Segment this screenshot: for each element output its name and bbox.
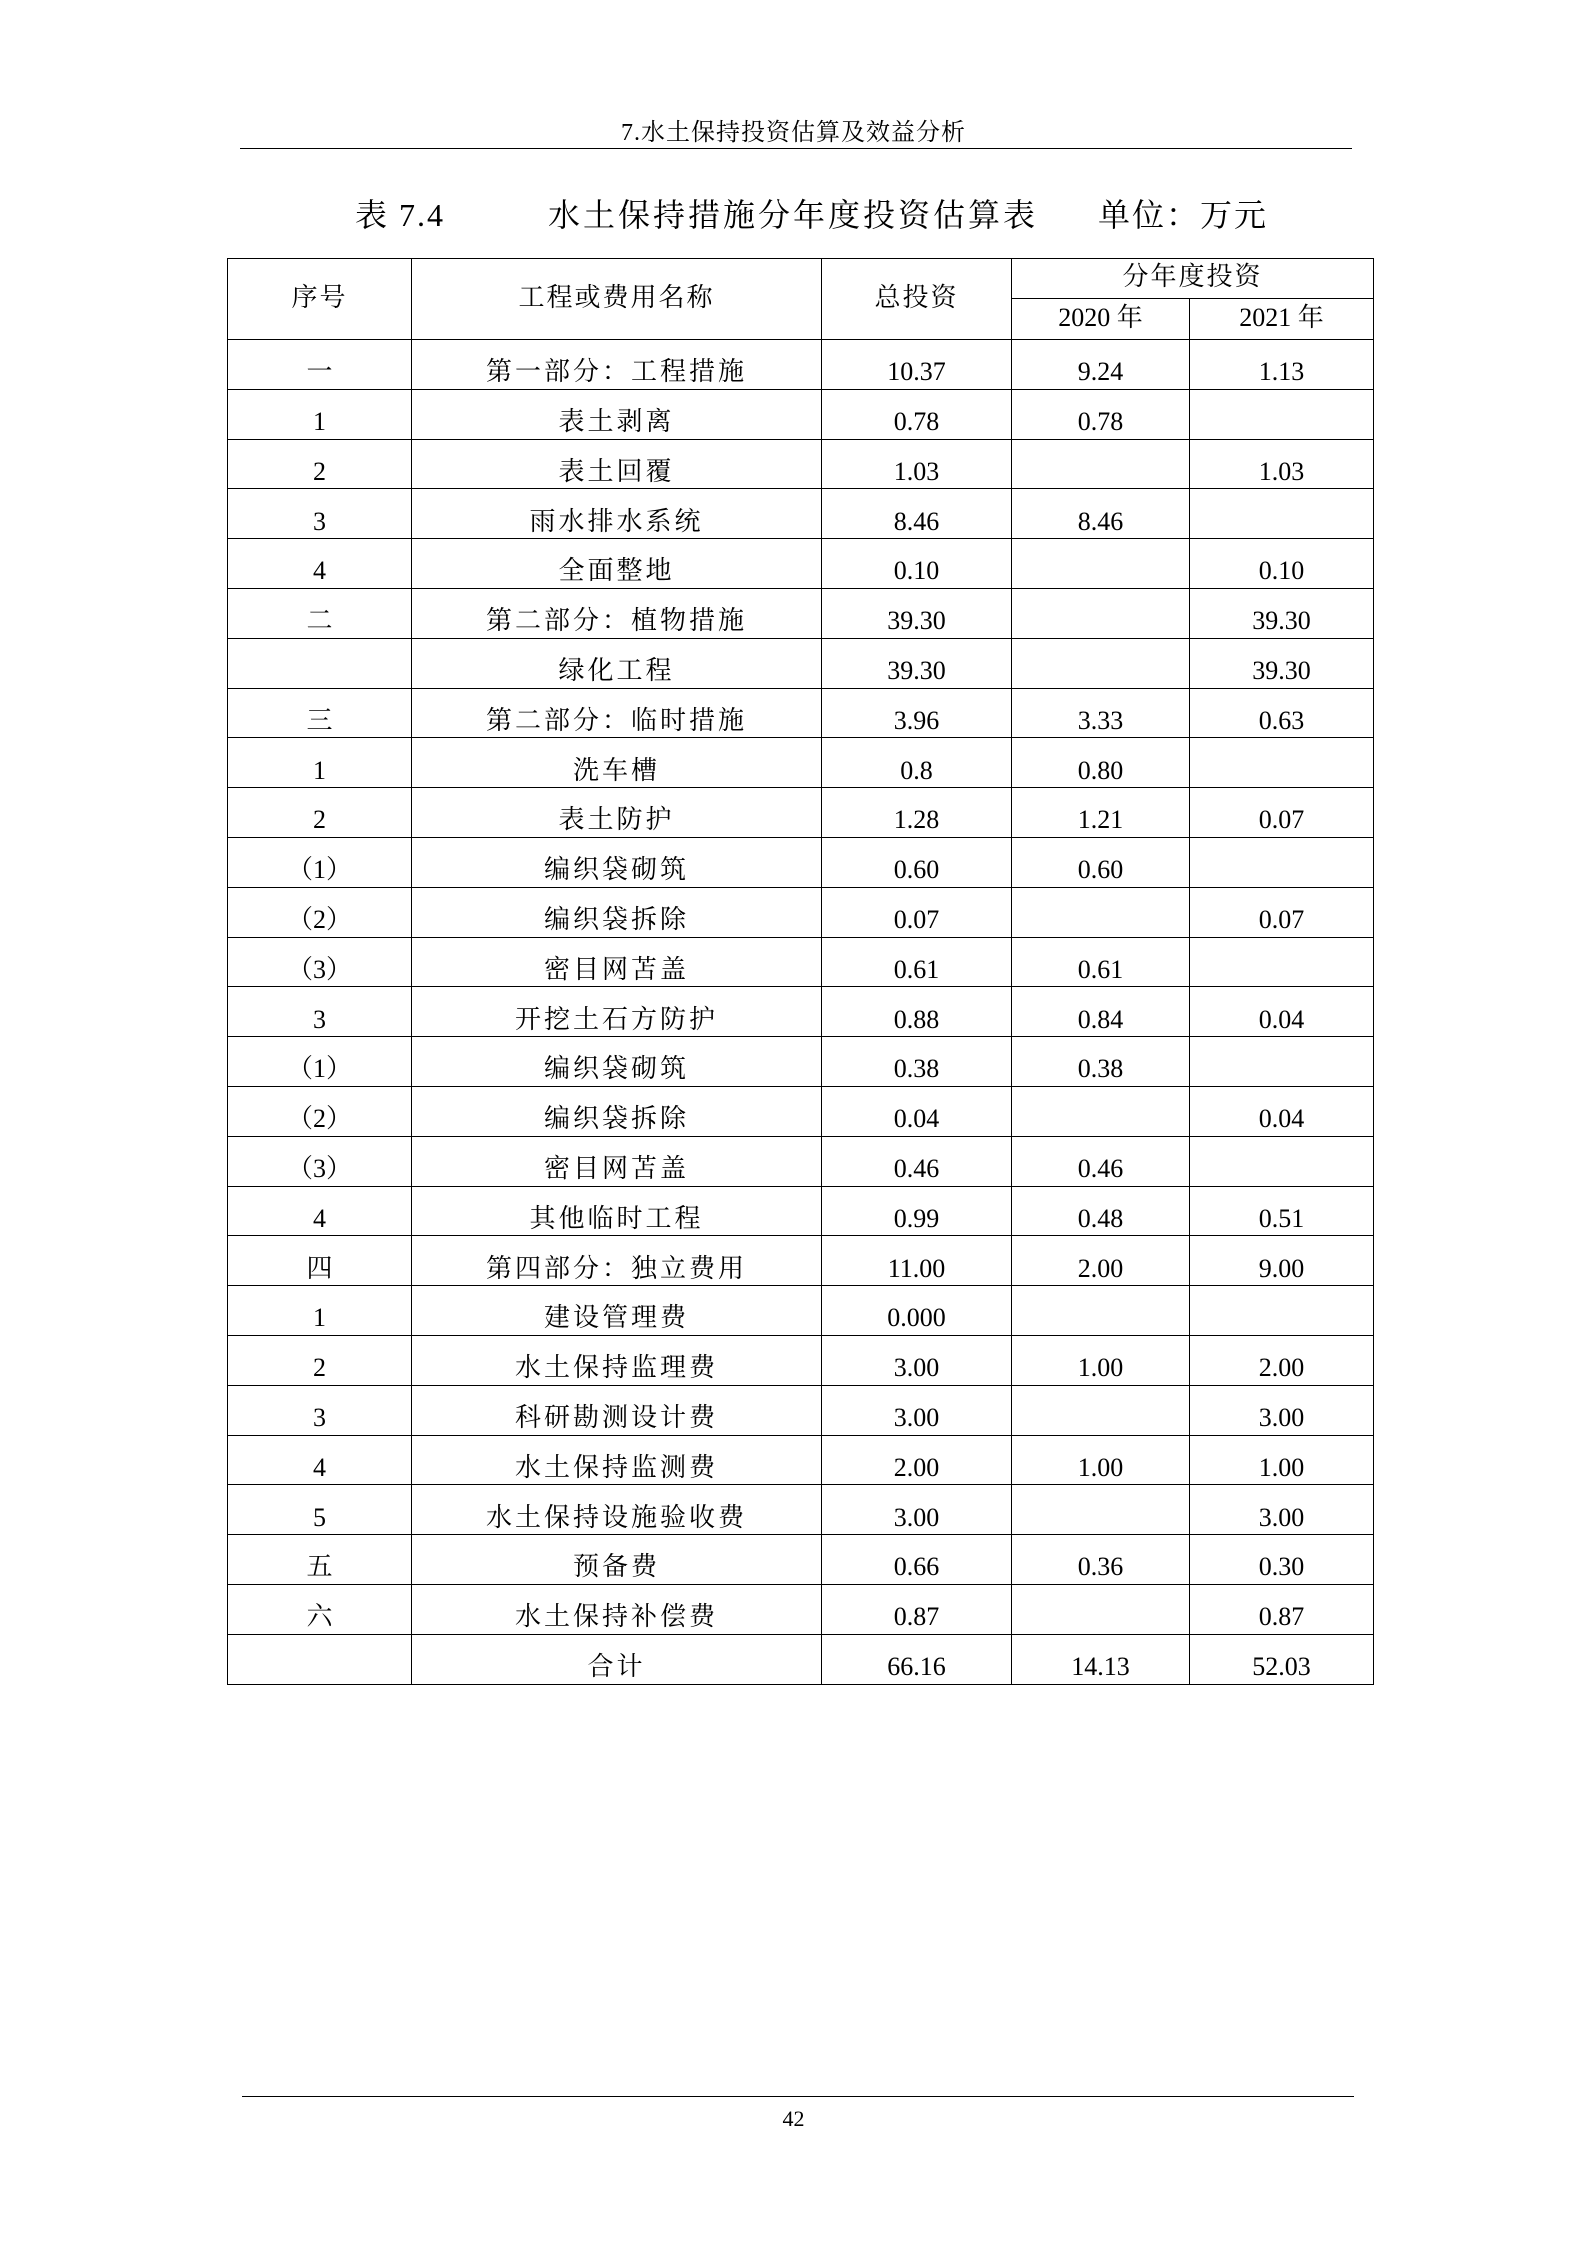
row-2021-cell: 0.51 [1190,1186,1374,1236]
row-total-cell: 0.99 [822,1186,1012,1236]
table-row [228,539,1374,589]
table-row [228,1485,1374,1535]
row-total-cell: 11.00 [822,1236,1012,1286]
row-total-cell: 0.8 [822,738,1012,788]
table-row [228,1385,1374,1435]
row-2020-cell: 1.00 [1012,1335,1190,1385]
row-2020-cell [1012,887,1190,937]
row-2020-cell: 0.78 [1012,389,1190,439]
row-2020-cell: 2.00 [1012,1236,1190,1286]
row-2020-cell: 0.84 [1012,987,1190,1037]
row-total-cell: 3.00 [822,1385,1012,1435]
header-name: 工程或费用名称 [412,259,822,340]
row-total-cell: 0.66 [822,1535,1012,1585]
row-total-cell: 8.46 [822,489,1012,539]
table-row [228,638,1374,688]
table-row [228,688,1374,738]
row-name-cell: 密目网苫盖 [412,937,822,987]
row-name-cell: 第四部分：独立费用 [412,1236,822,1286]
row-seq-cell: 4 [228,1186,412,1236]
row-name-cell: 全面整地 [412,539,822,589]
table-number: 表 7.4 [355,197,446,233]
table-row [228,1136,1374,1186]
row-total-cell: 0.60 [822,837,1012,887]
table-row [228,738,1374,788]
running-header-title: 7.水土保持投资估算及效益分析 [621,120,966,146]
row-total-cell: 0.07 [822,887,1012,937]
row-seq-cell: 2 [228,1335,412,1385]
row-total-cell: 0.46 [822,1136,1012,1186]
row-name-cell: 预备费 [412,1535,822,1585]
header-annual: 分年度投资 [1012,259,1374,299]
table-row [228,1037,1374,1087]
row-2021-cell [1190,1136,1374,1186]
row-name-cell: 表土回覆 [412,439,822,489]
table-row [228,788,1374,838]
row-2021-cell [1190,489,1374,539]
row-2020-cell [1012,1286,1190,1336]
page-number: 42 [782,2106,805,2131]
row-total-cell: 1.03 [822,439,1012,489]
row-seq-cell: 三 [228,688,412,738]
row-total-cell: 39.30 [822,588,1012,638]
row-2021-cell: 2.00 [1190,1335,1374,1385]
row-name-cell: 水土保持监理费 [412,1335,822,1385]
row-2020-cell: 14.13 [1012,1634,1190,1684]
row-total-cell: 0.88 [822,987,1012,1037]
row-total-cell: 1.28 [822,788,1012,838]
row-2020-cell: 0.60 [1012,837,1190,887]
row-name-cell: 科研勘测设计费 [412,1385,822,1435]
row-name-cell: 水土保持监测费 [412,1435,822,1485]
row-name-cell: 编织袋拆除 [412,887,822,937]
table-row [228,1186,1374,1236]
table-row [228,389,1374,439]
row-seq-cell: 一 [228,340,412,390]
table-row [228,439,1374,489]
row-2021-cell: 39.30 [1190,588,1374,638]
row-2021-cell: 1.00 [1190,1435,1374,1485]
row-name-cell: 表土防护 [412,788,822,838]
row-seq-cell: 3 [228,489,412,539]
row-total-cell: 3.00 [822,1485,1012,1535]
row-name-cell: 合计 [412,1634,822,1684]
row-seq-cell: 4 [228,539,412,589]
row-2021-cell: 52.03 [1190,1634,1374,1684]
table-row [228,588,1374,638]
row-2020-cell [1012,638,1190,688]
row-seq-cell: 4 [228,1435,412,1485]
table-row [228,1584,1374,1634]
row-2021-cell: 0.10 [1190,539,1374,589]
row-2021-cell: 1.03 [1190,439,1374,489]
header-total: 总投资 [822,259,1012,340]
row-seq-cell: （1） [228,837,412,887]
row-2021-cell: 0.63 [1190,688,1374,738]
row-name-cell: 第二部分：植物措施 [412,588,822,638]
row-2021-cell: 0.07 [1190,887,1374,937]
row-2020-cell: 3.33 [1012,688,1190,738]
row-name-cell: 洗车槽 [412,738,822,788]
row-seq-cell [228,638,412,688]
row-seq-cell: （3） [228,937,412,987]
row-2020-cell: 1.21 [1012,788,1190,838]
row-2020-cell: 1.00 [1012,1435,1190,1485]
row-2021-cell: 0.04 [1190,1086,1374,1136]
row-seq-cell [228,1634,412,1684]
row-name-cell: 编织袋砌筑 [412,1037,822,1087]
row-seq-cell: 六 [228,1584,412,1634]
row-2021-cell [1190,738,1374,788]
row-seq-cell: （2） [228,887,412,937]
row-2021-cell: 3.00 [1190,1485,1374,1535]
header-rule [240,148,1352,149]
row-seq-cell: 3 [228,1385,412,1435]
row-2020-cell: 9.24 [1012,340,1190,390]
row-2020-cell: 0.46 [1012,1136,1190,1186]
table-row [228,887,1374,937]
row-2020-cell: 0.48 [1012,1186,1190,1236]
row-2021-cell: 9.00 [1190,1236,1374,1286]
row-total-cell: 3.96 [822,688,1012,738]
table-row [228,987,1374,1037]
row-2020-cell: 0.38 [1012,1037,1190,1087]
row-2021-cell: 1.13 [1190,340,1374,390]
table-row [228,837,1374,887]
row-seq-cell: 1 [228,389,412,439]
row-seq-cell: 2 [228,788,412,838]
row-seq-cell: 2 [228,439,412,489]
table-row [228,1086,1374,1136]
table-row [228,340,1374,390]
header-year-2021: 2021 年 [1190,299,1374,340]
row-total-cell: 10.37 [822,340,1012,390]
row-2021-cell [1190,1037,1374,1087]
row-2021-cell: 0.87 [1190,1584,1374,1634]
row-2020-cell [1012,1584,1190,1634]
investment-table [227,258,1374,1685]
row-2020-cell: 0.36 [1012,1535,1190,1585]
row-2020-cell [1012,539,1190,589]
row-name-cell: 其他临时工程 [412,1186,822,1236]
row-2020-cell [1012,439,1190,489]
row-seq-cell: 四 [228,1236,412,1286]
row-name-cell: 第二部分：临时措施 [412,688,822,738]
table-row [228,1335,1374,1385]
row-2021-cell [1190,389,1374,439]
table-row [228,489,1374,539]
table-row [228,937,1374,987]
row-name-cell: 绿化工程 [412,638,822,688]
row-2021-cell: 3.00 [1190,1385,1374,1435]
row-total-cell: 0.000 [822,1286,1012,1336]
row-2021-cell: 0.30 [1190,1535,1374,1585]
table-title: 水土保持措施分年度投资估算表 [548,197,1039,233]
row-seq-cell: （3） [228,1136,412,1186]
row-total-cell: 2.00 [822,1435,1012,1485]
row-2021-cell: 0.04 [1190,987,1374,1037]
row-name-cell: 水土保持设施验收费 [412,1485,822,1535]
row-seq-cell: （1） [228,1037,412,1087]
table-unit: 单位：万元 [1098,197,1269,233]
footer-rule [242,2096,1354,2097]
row-seq-cell: （2） [228,1086,412,1136]
header-seq: 序号 [228,259,412,340]
row-total-cell: 39.30 [822,638,1012,688]
row-total-cell: 0.38 [822,1037,1012,1087]
row-2021-cell [1190,837,1374,887]
table-row [228,1236,1374,1286]
row-2020-cell [1012,588,1190,638]
row-name-cell: 编织袋砌筑 [412,837,822,887]
row-total-cell: 66.16 [822,1634,1012,1684]
row-seq-cell: 二 [228,588,412,638]
row-name-cell: 雨水排水系统 [412,489,822,539]
table-row [228,1286,1374,1336]
table-row [228,1435,1374,1485]
row-total-cell: 0.61 [822,937,1012,987]
row-2020-cell: 0.80 [1012,738,1190,788]
row-total-cell: 0.10 [822,539,1012,589]
row-name-cell: 开挖土石方防护 [412,987,822,1037]
row-2020-cell [1012,1086,1190,1136]
row-2021-cell: 39.30 [1190,638,1374,688]
row-2020-cell: 0.61 [1012,937,1190,987]
row-2021-cell [1190,1286,1374,1336]
row-total-cell: 0.04 [822,1086,1012,1136]
row-name-cell: 编织袋拆除 [412,1086,822,1136]
row-total-cell: 0.87 [822,1584,1012,1634]
row-total-cell: 3.00 [822,1335,1012,1385]
row-total-cell: 0.78 [822,389,1012,439]
row-name-cell: 表土剥离 [412,389,822,439]
table-body [228,340,1374,1685]
table-row [228,1535,1374,1585]
row-2020-cell [1012,1385,1190,1435]
row-name-cell: 第一部分：工程措施 [412,340,822,390]
row-seq-cell: 5 [228,1485,412,1535]
row-seq-cell: 五 [228,1535,412,1585]
header-year-2020: 2020 年 [1012,299,1190,340]
row-2020-cell [1012,1485,1190,1535]
row-name-cell: 水土保持补偿费 [412,1584,822,1634]
row-seq-cell: 1 [228,1286,412,1336]
table-row [228,1634,1374,1684]
row-name-cell: 建设管理费 [412,1286,822,1336]
row-2021-cell: 0.07 [1190,788,1374,838]
row-name-cell: 密目网苫盖 [412,1136,822,1186]
row-2020-cell: 8.46 [1012,489,1190,539]
row-2021-cell [1190,937,1374,987]
row-seq-cell: 3 [228,987,412,1037]
row-seq-cell: 1 [228,738,412,788]
